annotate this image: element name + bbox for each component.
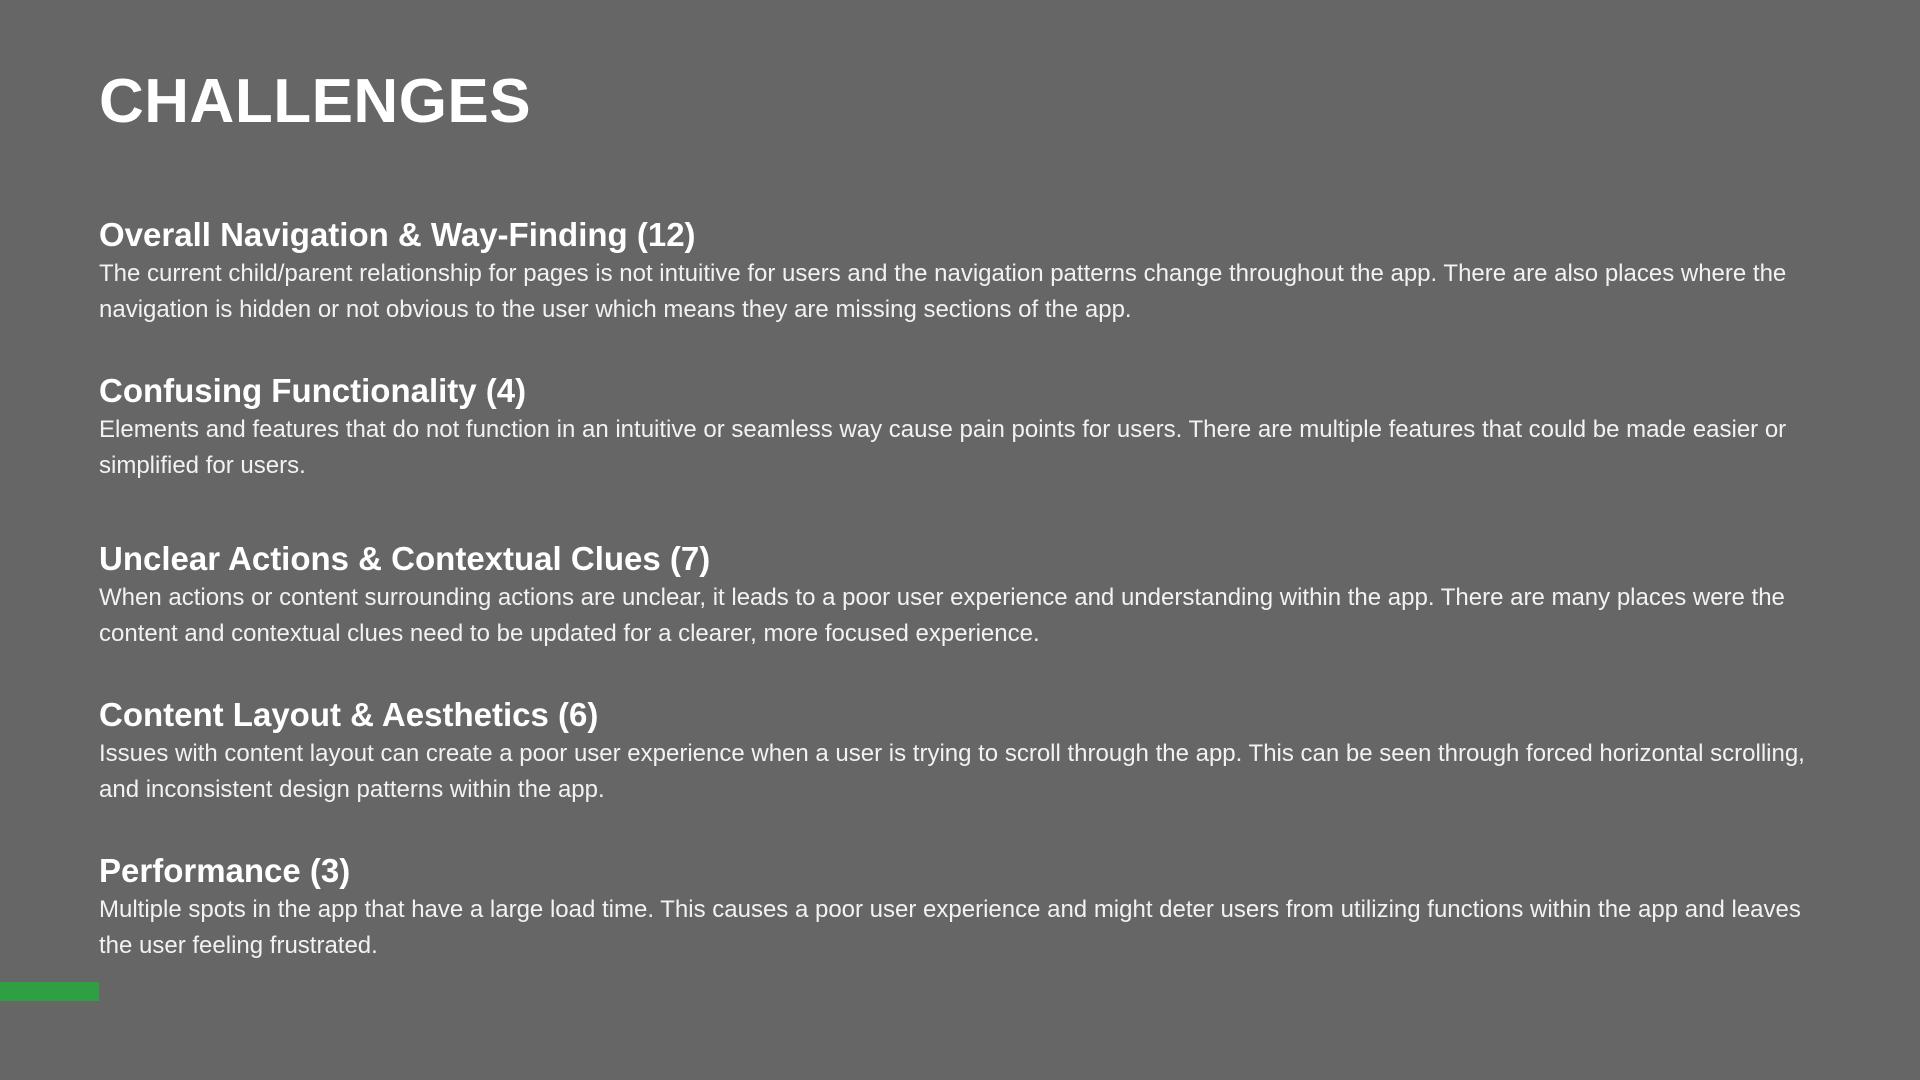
challenge-heading: Confusing Functionality (4) bbox=[99, 372, 527, 409]
accent-bar bbox=[0, 982, 99, 1001]
challenge-actions-clues bbox=[99, 538, 1839, 652]
challenge-description: The current child/parent relationship for pages is not intuitive for users and the navigation patterns change throughout the app. There are also places where the navigation is hidden or not obvious to the user which means they are missing sections of the app. bbox=[99, 260, 1787, 323]
challenge-description: Multiple spots in the app that have a large load time. This causes a poor user experience and might deter users from utilizing functions within the app and leaves the user feeling frustrated. bbox=[99, 896, 1801, 959]
challenge-navigation bbox=[99, 214, 1839, 328]
challenge-performance bbox=[99, 850, 1839, 964]
challenge-functionality bbox=[99, 370, 1839, 484]
challenge-heading: Performance (3) bbox=[99, 852, 351, 889]
challenge-description: When actions or content surrounding actions are unclear, it leads to a poor user experience and understanding within the app. There are many places were the content and contextual clues need to be updated for a clearer, more focused experience. bbox=[99, 584, 1785, 647]
challenge-heading: Unclear Actions & Contextual Clues (7) bbox=[99, 540, 711, 577]
challenge-description: Issues with content layout can create a poor user experience when a user is trying to scroll through the app. This can be seen through forced horizontal scrolling, and inconsistent design patterns within the app. bbox=[99, 740, 1805, 803]
challenge-heading: Content Layout & Aesthetics (6) bbox=[99, 696, 599, 733]
slide-title: CHALLENGES bbox=[99, 67, 532, 136]
challenge-heading: Overall Navigation & Way-Finding (12) bbox=[99, 216, 696, 253]
challenge-description: Elements and features that do not function in an intuitive or seamless way cause pain points for users. There are multiple features that could be made easier or simplified for users. bbox=[99, 416, 1787, 479]
challenge-layout-aesthetics bbox=[99, 694, 1839, 808]
